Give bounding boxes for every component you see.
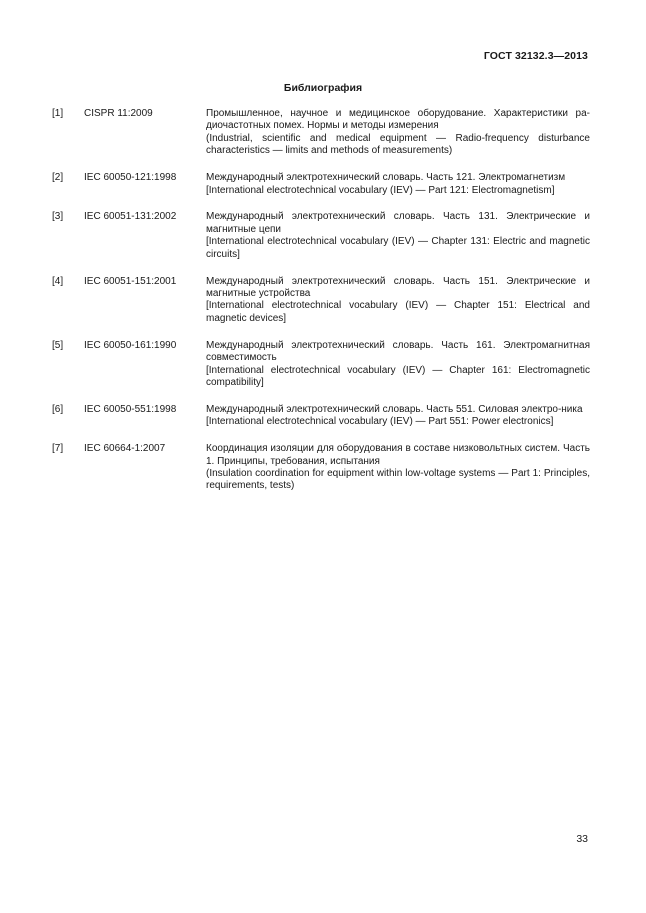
entry-number: [4] (52, 275, 64, 287)
entry-title-ru: Международный электротехнический словарь. Часть 551. Силовая электро-ника (206, 403, 583, 415)
bibliography-entry (52, 211, 590, 261)
entry-title-en: [International electrotechnical vocabulary (IEV) — Chapter 131: Electric and magnetic circuits] (206, 236, 590, 260)
entry-standard-code: IEC 60050-551:1998 (84, 403, 177, 415)
entry-title-ru: Координация изоляции для оборудования в составе низковольтных систем. Часть 1. Принципы, требования, испытания (206, 443, 590, 467)
entry-description (206, 276, 590, 326)
entry-title-ru: Промышленное, научное и медицинское оборудование. Характеристики ра-диочастотных помех. Нормы и методы измерения (206, 108, 590, 132)
entry-description (206, 443, 590, 493)
bibliography-entry (52, 404, 590, 429)
entry-title-ru: Международный электротехнический словарь. Часть 131. Электрические и магнитные цепи (206, 211, 590, 235)
entry-number: [7] (52, 443, 64, 455)
entry-number: [6] (52, 403, 64, 415)
entry-description (206, 211, 590, 261)
entry-title-en: (Industrial, scientific and medical equipment — Radio-frequency disturbance characteristics — limits and methods of measurements) (206, 132, 590, 157)
bibliography-entry (52, 443, 590, 493)
entry-standard-code: IEC 60664-1:2007 (84, 443, 166, 455)
entry-standard-code: IEC 60050-161:1990 (84, 339, 177, 351)
entry-description (206, 404, 590, 429)
bibliography-entry (52, 340, 590, 390)
entry-title-en: [International electrotechnical vocabulary (IEV) — Part 551: Power electronics] (206, 416, 554, 428)
entry-description (206, 108, 590, 158)
bibliography-entry (52, 276, 590, 326)
bibliography-list (52, 108, 590, 507)
entry-number: [2] (52, 172, 64, 184)
document-code: ГОСТ 32132.3—2013 (483, 50, 588, 62)
entry-standard-code: IEC 60051-131:2002 (84, 211, 177, 223)
entry-number: [3] (52, 211, 64, 223)
page-number: 33 (576, 833, 588, 845)
entry-standard-code: CISPR 11:2009 (84, 108, 153, 119)
entry-standard-code: IEC 60051-151:2001 (84, 275, 177, 287)
entry-title-en: [International electrotechnical vocabulary (IEV) — Chapter 161: Electromagnetic compatibility] (206, 364, 590, 388)
entry-title-ru: Международный электротехнический словарь. Часть 161. Электромагнитная совместимость (206, 339, 590, 364)
bibliography-entry (52, 108, 590, 158)
entry-standard-code: IEC 60050-121:1998 (84, 172, 177, 184)
bibliography-entry (52, 172, 590, 197)
entry-title-en: (Insulation coordination for equipment within low-voltage systems — Part 1: Principles, requirements, tests) (206, 467, 590, 492)
entry-title-en: [International electrotechnical vocabulary (IEV) — Chapter 151: Electrical and magnetic devices] (206, 300, 590, 324)
entry-title-ru: Международный электротехнический словарь. Часть 121. Электромагнетизм (206, 172, 566, 184)
entry-title-en: [International electrotechnical vocabulary (IEV) — Part 121: Electromagnetism] (206, 184, 555, 196)
entry-description (206, 340, 590, 390)
entry-title-ru: Международный электротехнический словарь. Часть 151. Электрические и магнитные устройства (206, 275, 590, 299)
page-title: Библиография (283, 82, 363, 94)
entry-description (206, 172, 590, 197)
entry-number: [5] (52, 339, 64, 351)
entry-number: [1] (52, 108, 64, 119)
